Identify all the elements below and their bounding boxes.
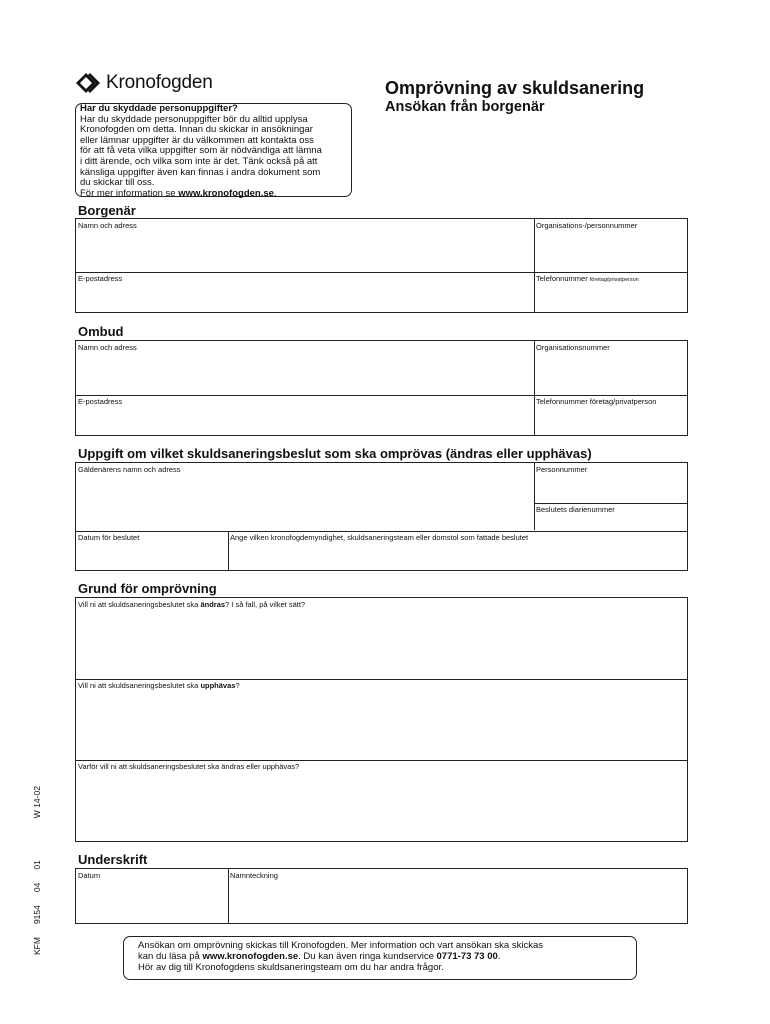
privacy-line: känsliga uppgifter även kan finnas i andra dokument som: [80, 166, 321, 178]
decision-authority-field[interactable]: Ange vilken kronofogdemyndighet, skuldsaneringsteam eller domstol som fattade beslutet: [230, 533, 529, 542]
ombud-phone-field[interactable]: Telefonnummer företag/privatperson: [536, 397, 657, 406]
privacy-line: eller lämnar uppgifter är du välkommen att kontakta oss: [80, 134, 314, 146]
ombud-org-number-field[interactable]: Organisationsnummer: [536, 343, 610, 352]
footer-phone: 0771-73 73 00: [436, 951, 498, 962]
borgenar-email-field[interactable]: E-postadress: [78, 274, 123, 283]
diarienummer-field[interactable]: Beslutets diarienummer: [536, 505, 615, 514]
why-reason-field[interactable]: Varför vill ni att skuldsaneringsbeslutet ska ändras eller upphävas?: [78, 762, 300, 771]
privacy-line: Kronofogden om detta. Innan du skickar in ansökningar: [80, 124, 313, 136]
borgenar-org-number-field[interactable]: Organisations-/personnummer: [536, 221, 638, 230]
section-beslut-title: Uppgift om vilket skuldsaneringsbeslut som ska omprövas (ändras eller upphävas): [78, 446, 592, 461]
section-grund-title: Grund för omprövning: [78, 581, 217, 596]
privacy-heading: Har du skyddade personuppgifter?: [80, 103, 238, 114]
borgenar-phone-field[interactable]: Telefonnummer företag/privatperson: [536, 274, 639, 283]
privacy-link[interactable]: www.kronofogden.se: [178, 187, 274, 199]
form-title: Omprövning av skuldsanering: [385, 78, 645, 98]
section-underskrift-title: Underskrift: [78, 852, 148, 867]
underskrift-box: [75, 868, 688, 924]
footer-link[interactable]: www.kronofogden.se: [202, 951, 299, 962]
borgenar-name-address-field[interactable]: Namn och adress: [78, 221, 137, 230]
debtor-name-address-field[interactable]: Gäldenärens namn och adress: [78, 465, 181, 474]
privacy-more: För mer information se www.kronofogden.se.: [80, 187, 277, 199]
signature-field[interactable]: Namnteckning: [230, 871, 278, 880]
section-ombud-title: Ombud: [78, 324, 124, 339]
ombud-name-address-field[interactable]: Namn och adress: [78, 343, 137, 352]
form-code: KFM91540401W 14-02: [32, 786, 42, 955]
footer-notice: [123, 936, 637, 980]
privacy-notice: [75, 103, 352, 197]
brand-name: Kronofogden: [106, 72, 213, 93]
personnummer-field[interactable]: Personnummer: [536, 465, 588, 474]
grund-box: [75, 597, 688, 842]
decision-date-field[interactable]: Datum för beslutet: [78, 533, 140, 542]
footer-line: Ansökan om omprövning skickas till Kronofogden. Mer information och vart ansökan ska skickas: [138, 940, 543, 951]
footer-line: Hör av dig till Kronofogdens skuldsaneringsteam om du har andra frågor.: [138, 962, 444, 973]
signature-date-field[interactable]: Datum: [78, 871, 101, 880]
beslut-box: [75, 462, 688, 571]
change-reason-field[interactable]: Vill ni att skuldsaneringsbeslutet ska ändras? I så fall, på vilket sätt?: [78, 600, 306, 609]
section-borgenar-title: Borgenär: [78, 203, 136, 218]
privacy-line: du skickar till oss.: [80, 177, 155, 189]
form-subtitle: Ansökan från borgenär: [385, 99, 545, 115]
privacy-line: för att få veta vilka uppgifter som är nödvändiga att lämna: [80, 145, 322, 157]
privacy-line: Har du skyddade personuppgifter bör du alltid upplysa: [80, 113, 308, 125]
revoke-reason-field[interactable]: Vill ni att skuldsaneringsbeslutet ska upphävas?: [78, 681, 240, 690]
footer-line: kan du läsa på www.kronofogden.se. Du kan även ringa kundservice 0771-73 73 00.: [138, 951, 501, 962]
ombud-email-field[interactable]: E-postadress: [78, 397, 123, 406]
ombud-box: [75, 340, 688, 436]
privacy-line: i ditt ärende, och vilka som inte är det. Tänk också på att: [80, 155, 318, 167]
kronofogden-logo-icon: [76, 73, 100, 93]
kronofogden-logo: [76, 72, 213, 94]
borgenar-box: [75, 218, 688, 313]
